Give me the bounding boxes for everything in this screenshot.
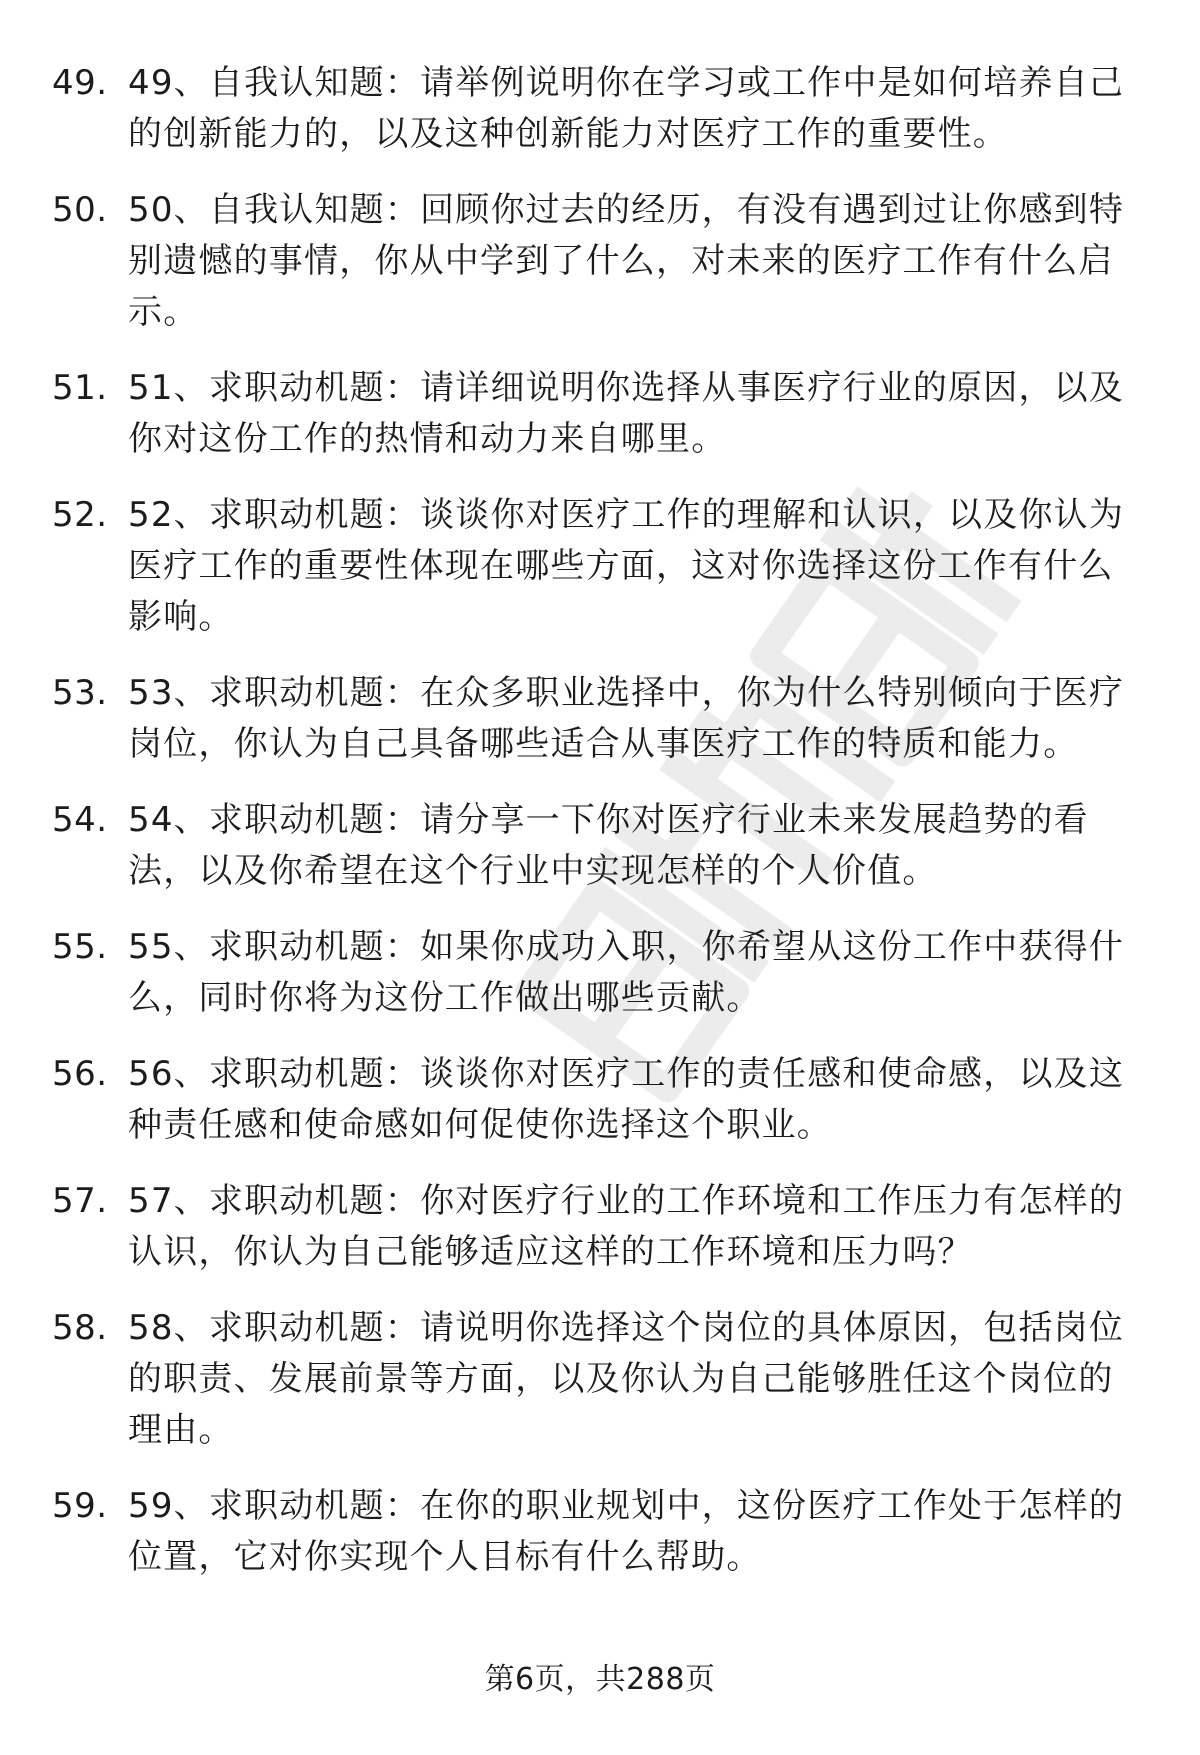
question-number: 58. [52, 1308, 108, 1348]
question-item-55 [0, 922, 1200, 1024]
question-number: 53. [52, 673, 108, 713]
page-footer: 第6页，共288页 [484, 1662, 716, 1697]
question-text: 50、自我认知题：回顾你过去的经历，有没有遇到过让你感到特别遗憾的事情，你从中学到了什么，对未来的医疗工作有什么启示。 [128, 190, 1125, 332]
question-item-52 [0, 490, 1200, 643]
question-item-49 [0, 58, 1200, 160]
question-number: 56. [52, 1054, 108, 1094]
question-text: 53、求职动机题：在众多职业选择中，你为什么特别倾向于医疗岗位，你认为自己具备哪些适合从事医疗工作的特质和能力。 [128, 673, 1125, 764]
question-text: 56、求职动机题：谈谈你对医疗工作的责任感和使命感，以及这种责任感和使命感如何促使你选择这个职业。 [128, 1054, 1125, 1145]
question-text: 51、求职动机题：请详细说明你选择从事医疗行业的原因，以及你对这份工作的热情和动力来自哪里。 [128, 368, 1125, 459]
question-text: 49、自我认知题：请举例说明你在学习或工作中是如何培养自己的创新能力的，以及这种创新能力对医疗工作的重要性。 [128, 63, 1125, 154]
question-number: 49. [52, 63, 108, 103]
question-text: 52、求职动机题：谈谈你对医疗工作的理解和认识，以及你认为医疗工作的重要性体现在哪些方面，这对你选择这份工作有什么影响。 [128, 495, 1125, 637]
question-item-59 [0, 1481, 1200, 1583]
question-item-51 [0, 363, 1200, 465]
question-text: 59、求职动机题：在你的职业规划中，这份医疗工作处于怎样的位置，它对你实现个人目标有什么帮助。 [128, 1486, 1125, 1577]
question-number: 52. [52, 495, 108, 535]
question-number: 50. [52, 190, 108, 230]
question-text: 58、求职动机题：请说明你选择这个岗位的具体原因，包括岗位的职责、发展前景等方面，以及你认为自己能够胜任这个岗位的理由。 [128, 1308, 1125, 1450]
question-number: 59. [52, 1486, 108, 1526]
question-text: 55、求职动机题：如果你成功入职，你希望从这份工作中获得什么，同时你将为这份工作做出哪些贡献。 [128, 927, 1125, 1018]
question-item-58 [0, 1303, 1200, 1456]
question-number: 57. [52, 1181, 108, 1221]
question-number: 55. [52, 927, 108, 967]
question-list [0, 58, 1200, 1608]
question-item-56 [0, 1049, 1200, 1151]
question-number: 51. [52, 368, 108, 408]
question-item-53 [0, 668, 1200, 770]
question-item-54 [0, 795, 1200, 897]
question-item-50 [0, 185, 1200, 338]
question-text: 57、求职动机题：你对医疗行业的工作环境和工作压力有怎样的认识，你认为自己能够适应这样的工作环境和压力吗？ [128, 1181, 1125, 1272]
question-number: 54. [52, 800, 108, 840]
question-text: 54、求职动机题：请分享一下你对医疗行业未来发展趋势的看法，以及你希望在这个行业中实现怎样的个人价值。 [128, 800, 1089, 891]
question-item-57 [0, 1176, 1200, 1278]
